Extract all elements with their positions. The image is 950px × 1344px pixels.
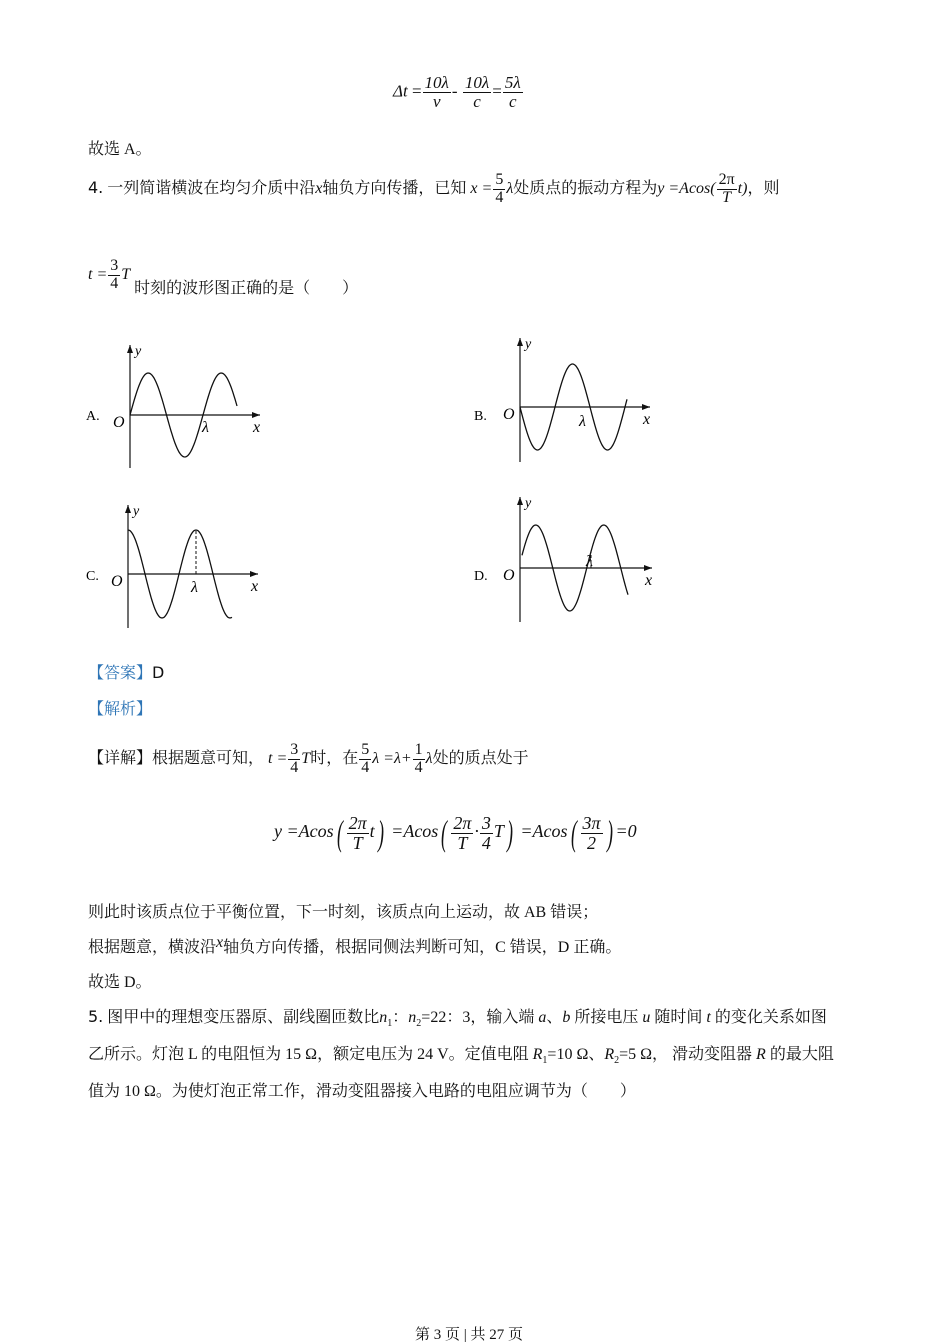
text: t = [268, 749, 288, 767]
text: 10λ [464, 73, 490, 92]
text: λ [372, 749, 380, 767]
text: 随时间 [654, 1009, 703, 1026]
text: 时，在 [310, 749, 359, 767]
text: x [216, 934, 224, 951]
lambda-label: λ [202, 419, 209, 436]
text: c [473, 91, 481, 111]
text: 所接电压 [574, 1009, 639, 1026]
text: 4 [495, 188, 504, 206]
option-label: D. [474, 569, 488, 584]
x-label: x [645, 572, 653, 589]
text: 3 [481, 812, 491, 833]
text: x = [470, 179, 493, 197]
text: 、 [546, 1009, 563, 1026]
text: 10λ [424, 73, 449, 92]
text: =λ+ [383, 749, 412, 767]
text: R [532, 1046, 543, 1063]
text: T [457, 832, 468, 853]
text: y =Acos( [657, 179, 716, 197]
text: =22：3，输入端 [421, 1009, 535, 1026]
text: 2 [614, 1055, 620, 1067]
y-arrow-icon [127, 345, 133, 353]
question-number: 4. [88, 177, 104, 197]
text: 4 [290, 758, 299, 776]
text: 2π [718, 171, 735, 188]
x-arrow-icon [252, 412, 260, 418]
text: u [642, 1009, 651, 1026]
analysis-tag: 【解析】 [88, 701, 153, 718]
x-label: x [253, 419, 261, 436]
text: Δt [393, 81, 408, 101]
y-label: y [135, 344, 142, 359]
origin-label: O [113, 414, 125, 431]
answer [88, 660, 164, 683]
text: =5 Ω， 滑动变阻器 [619, 1046, 753, 1063]
text: t [369, 821, 375, 842]
text: 的变化关系如图 [714, 1009, 827, 1026]
text: 2 [587, 832, 597, 853]
text: ，则 [747, 179, 780, 197]
text: 1 [542, 1055, 548, 1067]
text: =Acos [520, 821, 568, 842]
text: n [408, 1009, 417, 1026]
origin-label: O [503, 567, 515, 584]
y-label: y [133, 504, 140, 519]
text: 5 [361, 741, 370, 758]
lambda-label: λ [191, 579, 198, 596]
origin-label: O [503, 406, 515, 423]
x-arrow-icon [644, 565, 652, 571]
text: ： [392, 1009, 409, 1026]
text: 轴负方向传播，已知 [322, 179, 467, 197]
text: T [301, 749, 311, 767]
question-5-line3: 值为 10 Ω。为使灯泡正常工作，滑动变阻器接入电路的电阻应调节为（ ） [88, 1083, 636, 1100]
option-label: A. [86, 409, 100, 424]
y-arrow-icon [517, 497, 523, 505]
text: 5λ [504, 73, 521, 92]
text: 4 [110, 274, 119, 292]
text: y =Acos [274, 821, 334, 842]
text: t [706, 1009, 711, 1026]
text: 处的质点处于 [432, 749, 529, 767]
text: 图甲中的理想变压器原、副线圈匝数比 [107, 1009, 380, 1026]
text: 乙所示。灯泡 L 的电阻恒为 15 Ω，额定电压为 24 V。定值电阻 [88, 1046, 529, 1063]
lambda-label: λ [579, 413, 586, 430]
answer-tag: 【答案】 [88, 665, 153, 682]
text: 3π [582, 812, 601, 833]
text: b [562, 1009, 571, 1026]
wave-graphs [0, 0, 950, 660]
text: t = [88, 265, 108, 283]
text: T [722, 188, 732, 206]
final-answer: 故选 D。 [88, 974, 152, 991]
text: 3 [110, 257, 119, 274]
origin-label: O [111, 573, 123, 590]
text: =10 Ω、 [547, 1046, 605, 1063]
text: =Acos [391, 821, 439, 842]
text: 1 [414, 741, 423, 758]
text: t) [737, 179, 748, 197]
text: · [474, 821, 479, 842]
text: 4 [481, 832, 491, 853]
explanation-line-2 [88, 934, 621, 957]
formula-y: y =Acos( $\frac{2\pi}{T}$ t) =Acos( $\frac{2\pi}{T}$ · $\frac{3}{4}$ T) =Acos( $\frac{3\pi}{2}$ ) =0 [274, 812, 637, 853]
text: 1 [387, 1018, 393, 1030]
text: 3 [290, 741, 299, 758]
y-arrow-icon [125, 505, 131, 513]
text: n [379, 1009, 388, 1026]
question-5-line1 [88, 1004, 827, 1029]
text: 2π [453, 812, 472, 833]
question-number: 5. [88, 1007, 104, 1026]
explanation-line-1: 则此时该质点位于平衡位置，下一时刻，该质点向上运动，故 AB 错误； [88, 904, 599, 921]
y-arrow-icon [517, 338, 523, 346]
formula-delta-t: Δt = $\frac{10\lambda}{v}$ - $\frac{10\lambda}{c}$ = $\frac{5\lambda}{c}$ [393, 73, 521, 111]
detail-tag: 【详解】 [88, 749, 153, 767]
text: x [315, 179, 323, 197]
question-5-line2 [88, 1041, 834, 1066]
text: 一列简谐横波在均匀介质中沿 [107, 179, 316, 197]
x-arrow-icon [250, 571, 258, 577]
text: 的最大阻 [769, 1046, 834, 1063]
text: =0 [615, 821, 637, 842]
text: T [352, 832, 363, 853]
lambda-label: λ [586, 553, 593, 570]
text: a [538, 1009, 547, 1026]
text: 轴负方向传播，根据同侧法判断可知，C 错误，D 正确。 [223, 939, 622, 956]
option-label: C. [86, 569, 99, 584]
option-label: B. [474, 409, 487, 424]
text: 根据题意，横波沿 [88, 939, 217, 956]
text: 4 [361, 758, 370, 776]
text: 4 [414, 758, 423, 776]
page-footer: 第 3 页 | 共 27 页 [415, 1327, 524, 1343]
x-arrow-icon [642, 404, 650, 410]
text: v [432, 91, 441, 111]
answer-value: D [152, 663, 165, 682]
text: λ [506, 179, 514, 197]
text: 2 [416, 1018, 422, 1030]
text: T [121, 265, 131, 283]
prev-answer: 故选 A。 [88, 141, 152, 158]
x-label: x [643, 411, 651, 428]
text: 2π [348, 812, 367, 833]
text: 5 [495, 171, 504, 188]
detail-line [88, 742, 529, 777]
text: T [493, 821, 504, 842]
text: 时刻的波形图正确的是（ ） [134, 279, 359, 297]
text: λ [425, 749, 433, 767]
text: c [508, 91, 517, 111]
y-label: y [525, 337, 532, 352]
text: R [604, 1046, 615, 1063]
text: 处质点的振动方程为 [513, 179, 658, 197]
text: 根据题意可知， [152, 749, 265, 767]
x-label: x [251, 578, 259, 595]
y-label: y [525, 496, 532, 511]
text: R [756, 1046, 766, 1063]
